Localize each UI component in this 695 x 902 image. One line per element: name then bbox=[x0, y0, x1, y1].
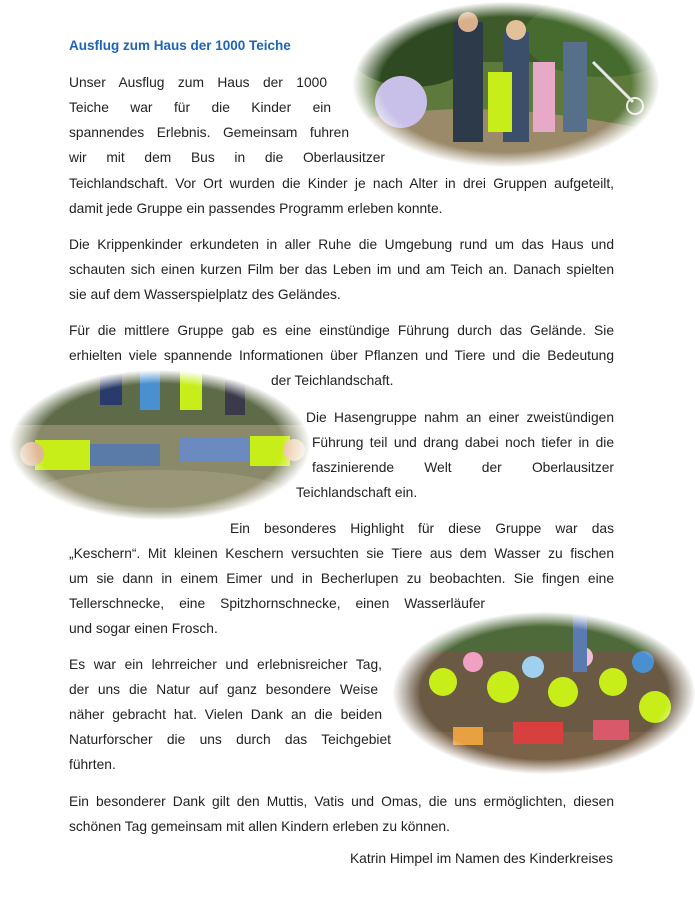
paragraph-6-line-5: führten. bbox=[69, 757, 116, 772]
photo-children-group-on-deck bbox=[393, 612, 695, 774]
paragraph-5-line-5: und sogar einen Frosch. bbox=[69, 621, 218, 636]
paragraph-1-line-1: Unser Ausflug zum Haus der 1000 bbox=[69, 75, 327, 90]
paragraph-7-line-1: Ein besonderer Dank gilt den Muttis, Vatis und Omas, die uns ermöglichten, diesen bbox=[69, 794, 614, 809]
paragraph-4-line-4: Teichlandschaft ein. bbox=[296, 485, 418, 500]
paragraph-4-line-2: Führung teil und drang dabei noch tiefer in die bbox=[312, 435, 614, 450]
paragraph-4-line-3: faszinierende Welt der Oberlausitzer bbox=[312, 460, 614, 475]
paragraph-2-line-2: schauten sich einen kurzen Film ber das Leben im und am Teich an. Danach spielten bbox=[69, 262, 614, 277]
paragraph-1-line-6: damit jede Gruppe ein passendes Programm erleben konnte. bbox=[69, 201, 443, 216]
paragraph-6-line-2: der uns die Natur auf ganz besondere Weise bbox=[69, 682, 378, 697]
paragraph-2-line-3: sie auf dem Wasserspielplatz des Geländes. bbox=[69, 287, 341, 302]
paragraph-7-line-2: schönen Tag gemeinsam mit allen Kindern erleben zu können. bbox=[69, 819, 450, 834]
paragraph-5-line-4: Tellerschnecke, eine Spitzhornschnecke, einen Wasserläufer bbox=[69, 596, 485, 611]
paragraph-3-line-2: erhielten viele spannende Informationen über Pflanzen und Tiere und die Bedeutung bbox=[69, 348, 614, 363]
paragraph-5-line-2: „Keschern“. Mit kleinen Keschern versuchten sie Tiere aus dem Wasser zu fischen bbox=[69, 546, 614, 561]
photo-children-forest-path bbox=[353, 2, 659, 167]
paragraph-2-line-1: Die Krippenkinder erkundeten in aller Ruhe die Umgebung rund um das Haus und bbox=[69, 237, 614, 252]
paragraph-6-line-3: näher gebracht hat. Vielen Dank an die beiden bbox=[69, 707, 382, 722]
paragraph-5-line-3: um sie dann in einem Eimer und in Becherlupen zu beobachten. Sie fingen eine bbox=[69, 571, 614, 586]
paragraph-1-line-5: Teichlandschaft. Vor Ort wurden die Kinder je nach Alter in drei Gruppen aufgeteilt, bbox=[69, 176, 614, 191]
signature-line: Katrin Himpel im Namen des Kinderkreises bbox=[349, 851, 613, 866]
paragraph-1-line-2: Teiche war für die Kinder ein bbox=[69, 100, 331, 115]
paragraph-1-line-3: spannendes Erlebnis. Gemeinsam fuhren bbox=[69, 125, 349, 140]
paragraph-4-line-1: Die Hasengruppe nahm an einer zweistündigen bbox=[306, 410, 614, 425]
paragraph-1-line-4: wir mit dem Bus in die Oberlausitzer bbox=[69, 150, 385, 165]
paragraph-3-line-1: Für die mittlere Gruppe gab es eine einstündige Führung durch das Gelände. Sie bbox=[69, 323, 614, 338]
photo-children-lying-on-ground bbox=[10, 370, 310, 520]
paragraph-6-line-4: Naturforscher die uns durch das Teichgebiet bbox=[69, 732, 391, 747]
paragraph-5-line-1: Ein besonderes Highlight für diese Gruppe war das bbox=[230, 521, 614, 536]
page-title: Ausflug zum Haus der 1000 Teiche bbox=[69, 38, 291, 53]
paragraph-3-line-3: der Teichlandschaft. bbox=[271, 373, 394, 388]
paragraph-6-line-1: Es war ein lehrreicher und erlebnisreicher Tag, bbox=[69, 657, 382, 672]
